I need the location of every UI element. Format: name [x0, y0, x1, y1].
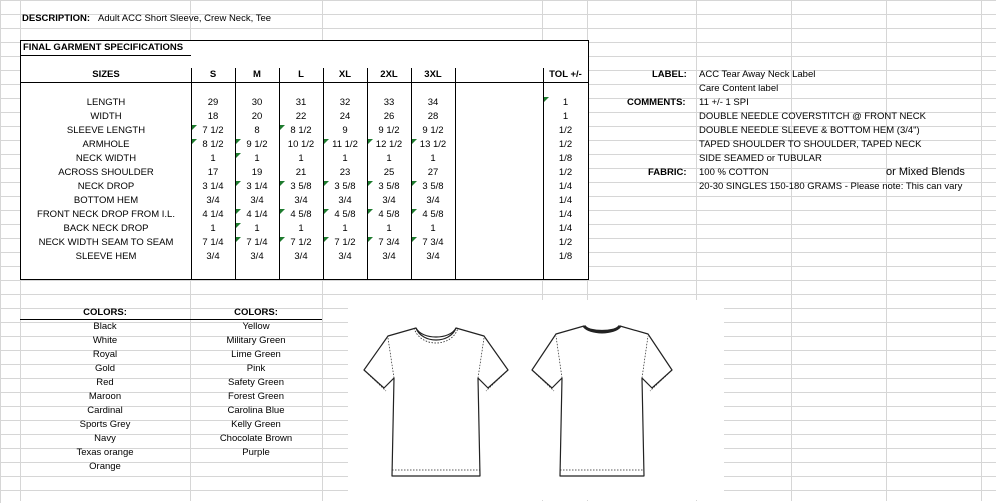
tshirt-back [532, 326, 672, 476]
size-3xl: 1 [430, 223, 436, 234]
color-item: Orange [89, 461, 121, 472]
size-3xl: 9 1/2 [422, 125, 444, 136]
color-item: Cardinal [87, 405, 123, 416]
label-title: LABEL: [652, 69, 687, 80]
size-s: 7 1/2 [191, 124, 235, 138]
size-s: 3/4 [206, 251, 220, 262]
size-m: 4 1/4 [235, 208, 279, 222]
size-name: LENGTH [86, 97, 126, 108]
size-xl: 23 [339, 167, 351, 178]
size-m: 3/4 [250, 251, 264, 262]
color-item: Maroon [88, 391, 122, 402]
size-2xl: 3 5/8 [367, 180, 411, 194]
size-s: 1 [210, 153, 216, 164]
color-item: Royal [92, 349, 118, 360]
color-item: Purple [242, 447, 270, 458]
size-m: 19 [251, 167, 263, 178]
size-2xl: 3/4 [382, 251, 396, 262]
spec-title: FINAL GARMENT SPECIFICATIONS [23, 42, 184, 53]
spec-row [21, 236, 588, 250]
size-l: 3/4 [294, 251, 308, 262]
spec-row [21, 110, 588, 124]
spec-table [20, 40, 589, 280]
tshirt-illustrations [348, 300, 724, 500]
spec-row [21, 166, 588, 180]
color-item: Kelly Green [231, 419, 281, 430]
size-2xl: 3/4 [382, 195, 396, 206]
size-name: ACROSS SHOULDER [58, 167, 154, 178]
comments-line-5: SIDE SEAMED or TUBULAR [699, 153, 822, 164]
size-xl: 7 1/2 [323, 236, 367, 250]
size-m: 30 [251, 97, 263, 108]
header-xl: XL [338, 69, 352, 80]
size-3xl: 27 [427, 167, 439, 178]
color-item: Pink [246, 363, 266, 374]
spec-row [21, 222, 588, 236]
size-m: 3/4 [250, 195, 264, 206]
comments-line-4: TAPED SHOULDER TO SHOULDER, TAPED NECK [699, 139, 922, 150]
color-item: Sports Grey [79, 419, 131, 430]
tolerance: 1/4 [558, 195, 573, 206]
size-3xl: 28 [427, 111, 439, 122]
spec-row [21, 138, 588, 152]
size-2xl: 9 1/2 [378, 125, 400, 136]
size-xl: 9 [342, 125, 348, 136]
size-3xl: 4 5/8 [411, 208, 455, 222]
spec-row [21, 96, 588, 110]
fabric-line-1: 100 % COTTON [699, 167, 769, 178]
size-s: 18 [207, 111, 219, 122]
description-value: Adult ACC Short Sleeve, Crew Neck, Tee [98, 13, 272, 24]
size-l: 3 5/8 [279, 180, 323, 194]
size-s: 3 1/4 [202, 181, 224, 192]
size-xl: 11 1/2 [323, 138, 367, 152]
spec-row [21, 124, 588, 138]
comments-line-3: DOUBLE NEEDLE SLEEVE & BOTTOM HEM (3/4") [699, 125, 920, 136]
comments-line-2: DOUBLE NEEDLE COVERSTITCH @ FRONT NECK [699, 111, 926, 122]
color-item: Lime Green [231, 349, 281, 360]
tshirt-front [364, 328, 508, 476]
size-l: 21 [295, 167, 307, 178]
size-xl: 3/4 [338, 195, 352, 206]
size-name: NECK WIDTH [75, 153, 137, 164]
color-item: Forest Green [228, 391, 284, 402]
label-line-1: ACC Tear Away Neck Label [699, 69, 816, 80]
spec-row [21, 194, 588, 208]
size-s: 8 1/2 [191, 138, 235, 152]
tolerance: 1/2 [558, 167, 573, 178]
header-2xl: 2XL [380, 69, 398, 80]
size-xl: 32 [339, 97, 351, 108]
header-3xl: 3XL [424, 69, 442, 80]
color-item: Black [93, 321, 117, 332]
color-item: Navy [94, 433, 116, 444]
size-2xl: 12 1/2 [367, 138, 411, 152]
size-m: 1 [235, 222, 279, 236]
description-label: DESCRIPTION: [22, 13, 91, 24]
header-l: L [298, 69, 304, 80]
size-xl: 3 5/8 [323, 180, 367, 194]
size-name: BACK NECK DROP [63, 223, 149, 234]
size-s: 1 [210, 223, 216, 234]
header-sizes: SIZES [92, 69, 120, 80]
size-name: SLEEVE LENGTH [66, 125, 146, 136]
fabric-extra: or Mixed Blends [886, 166, 965, 178]
size-s: 4 1/4 [202, 209, 224, 220]
size-name: FRONT NECK DROP FROM I.L. [37, 209, 175, 220]
color-item: Carolina Blue [227, 405, 285, 416]
size-3xl: 7 3/4 [411, 236, 455, 250]
size-s: 3/4 [206, 195, 220, 206]
size-l: 8 1/2 [279, 124, 323, 138]
size-name: WIDTH [90, 111, 122, 122]
size-2xl: 26 [383, 111, 395, 122]
header-tol: TOL +/- [549, 69, 582, 80]
spec-row [21, 180, 588, 194]
label-line-2: Care Content label [699, 83, 779, 94]
size-xl: 24 [339, 111, 351, 122]
size-l: 22 [295, 111, 307, 122]
fabric-title: FABRIC: [648, 167, 687, 178]
tolerance: 1 [562, 111, 569, 122]
size-name: NECK DROP [77, 181, 135, 192]
color-item: Gold [94, 363, 116, 374]
size-2xl: 1 [386, 223, 392, 234]
spec-header-row [21, 68, 588, 82]
size-3xl: 3/4 [426, 251, 440, 262]
size-3xl: 3 5/8 [411, 180, 455, 194]
size-l: 3/4 [294, 195, 308, 206]
size-m: 20 [251, 111, 263, 122]
tolerance: 1 [543, 96, 588, 110]
size-xl: 1 [342, 153, 348, 164]
header-s: S [209, 69, 217, 80]
size-xl: 1 [342, 223, 348, 234]
size-xl: 4 5/8 [323, 208, 367, 222]
size-m: 8 [254, 125, 260, 136]
size-m: 9 1/2 [235, 138, 279, 152]
size-l: 1 [298, 223, 304, 234]
size-m: 7 1/4 [235, 236, 279, 250]
size-2xl: 4 5/8 [367, 208, 411, 222]
size-2xl: 25 [383, 167, 395, 178]
size-l: 4 5/8 [279, 208, 323, 222]
tshirt-drawing [348, 300, 724, 500]
size-name: SLEEVE HEM [75, 251, 137, 262]
color-item: Red [96, 377, 114, 388]
size-3xl: 3/4 [426, 195, 440, 206]
color-item: Texas orange [76, 447, 134, 458]
size-s: 17 [207, 167, 219, 178]
fabric-line-2: 20-30 SINGLES 150-180 GRAMS - Please note: This can vary [699, 181, 963, 192]
tolerance: 1/4 [558, 223, 573, 234]
size-s: 29 [207, 97, 219, 108]
spec-row [21, 152, 588, 166]
size-l: 10 1/2 [287, 139, 315, 150]
size-name: BOTTOM HEM [73, 195, 139, 206]
tolerance: 1/2 [558, 125, 573, 136]
color-item: Chocolate Brown [219, 433, 293, 444]
size-3xl: 1 [430, 153, 436, 164]
spec-row [21, 208, 588, 222]
color-item: Safety Green [228, 377, 284, 388]
size-m: 1 [235, 152, 279, 166]
size-l: 1 [298, 153, 304, 164]
size-2xl: 33 [383, 97, 395, 108]
size-s: 7 1/4 [202, 237, 224, 248]
color-item: White [92, 335, 118, 346]
header-m: M [253, 69, 261, 80]
size-xl: 3/4 [338, 251, 352, 262]
size-l: 7 1/2 [279, 236, 323, 250]
size-l: 31 [295, 97, 307, 108]
size-3xl: 34 [427, 97, 439, 108]
spec-row [21, 250, 588, 264]
size-name: ARMHOLE [82, 139, 130, 150]
comments-line-1: 11 +/- 1 SPI [699, 97, 749, 108]
tolerance: 1/4 [558, 181, 573, 192]
size-3xl: 13 1/2 [411, 138, 455, 152]
color-item: Military Green [226, 335, 286, 346]
tolerance: 1/4 [558, 209, 573, 220]
size-2xl: 7 3/4 [367, 236, 411, 250]
size-2xl: 1 [386, 153, 392, 164]
size-m: 3 1/4 [235, 180, 279, 194]
size-name: NECK WIDTH SEAM TO SEAM [38, 237, 174, 248]
tolerance: 1/8 [558, 153, 573, 164]
colors-header-b: COLORS: [234, 307, 278, 318]
tolerance: 1/2 [558, 237, 573, 248]
comments-title: COMMENTS: [627, 97, 686, 108]
tolerance: 1/8 [558, 251, 573, 262]
tolerance: 1/2 [558, 139, 573, 150]
colors-header-a: COLORS: [83, 307, 127, 318]
color-item: Yellow [242, 321, 270, 332]
